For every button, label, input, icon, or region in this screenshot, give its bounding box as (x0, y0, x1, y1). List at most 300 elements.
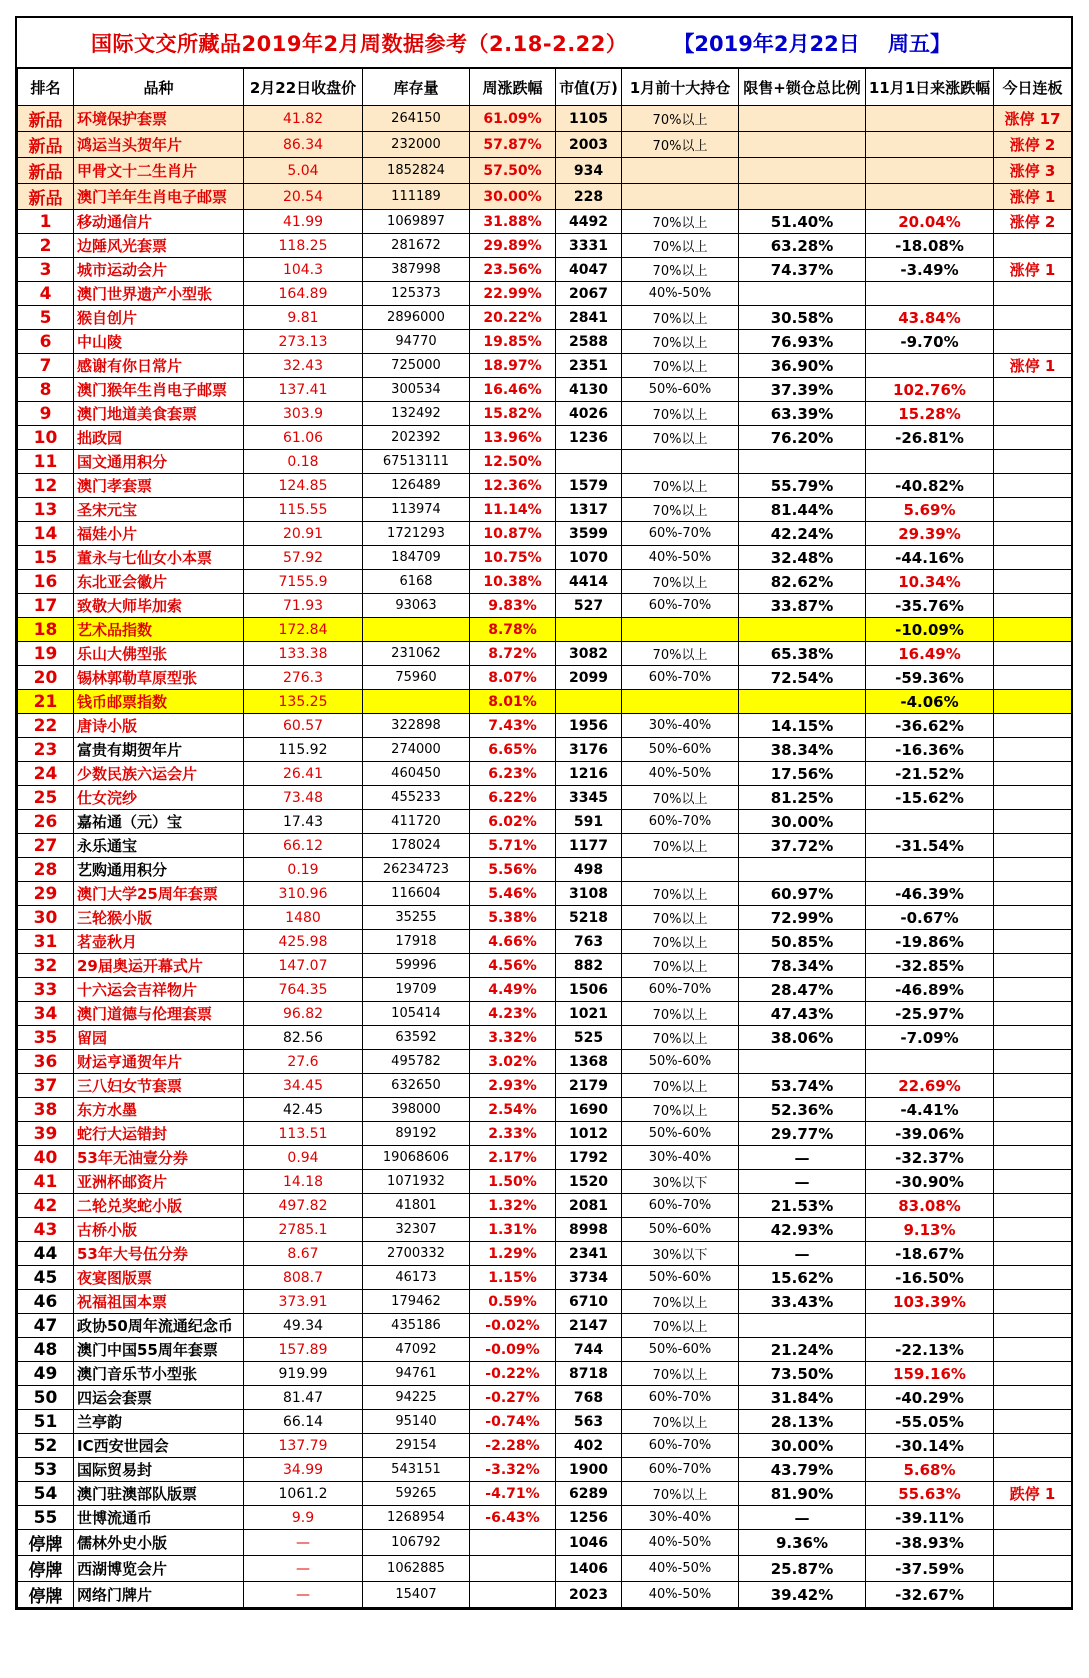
holdings-cell: 70%以上 (622, 1410, 739, 1434)
cap-cell: 2841 (556, 306, 622, 330)
name-cell: 留园 (74, 1026, 244, 1050)
rank-cell: 48 (18, 1338, 74, 1362)
locked-ratio-cell: 9.36% (739, 1530, 866, 1556)
since-nov-cell: -39.11% (866, 1506, 994, 1530)
holdings-cell (622, 690, 739, 714)
cap-cell: 1177 (556, 834, 622, 858)
rank-cell: 2 (18, 234, 74, 258)
change-cell: 5.46% (470, 882, 556, 906)
locked-ratio-cell: 29.77% (739, 1122, 866, 1146)
holdings-cell: 70%以上 (622, 882, 739, 906)
table-row (18, 106, 1072, 132)
locked-ratio-cell: 31.84% (739, 1386, 866, 1410)
streak-cell (994, 546, 1072, 570)
change-cell: 4.49% (470, 978, 556, 1002)
price-cell: 20.91 (244, 522, 363, 546)
since-nov-cell: -46.39% (866, 882, 994, 906)
change-cell: 6.23% (470, 762, 556, 786)
since-nov-cell: 103.39% (866, 1290, 994, 1314)
price-cell: 71.93 (244, 594, 363, 618)
since-nov-cell: 5.68% (866, 1458, 994, 1482)
holdings-cell: 70%以上 (622, 234, 739, 258)
locked-ratio-cell (739, 690, 866, 714)
stock-cell: 35255 (363, 906, 470, 930)
table-row (18, 282, 1072, 306)
rank-cell: 停牌 (18, 1556, 74, 1582)
streak-cell (994, 522, 1072, 546)
streak-cell (994, 1194, 1072, 1218)
price-cell: 61.06 (244, 426, 363, 450)
name-cell: 亚洲杯邮资片 (74, 1170, 244, 1194)
change-cell: 1.29% (470, 1242, 556, 1266)
rank-cell: 41 (18, 1170, 74, 1194)
holdings-cell: 60%-70% (622, 1434, 739, 1458)
holdings-cell: 70%以上 (622, 1290, 739, 1314)
holdings-cell: 60%-70% (622, 1458, 739, 1482)
stock-cell: 95140 (363, 1410, 470, 1434)
holdings-cell: 70%以上 (622, 1002, 739, 1026)
locked-ratio-cell: 15.62% (739, 1266, 866, 1290)
price-cell: 60.57 (244, 714, 363, 738)
cap-cell: 1956 (556, 714, 622, 738)
name-cell: 唐诗小版 (74, 714, 244, 738)
cap-cell: 5218 (556, 906, 622, 930)
header-streak: 今日连板 (994, 69, 1072, 106)
table-row (18, 378, 1072, 402)
name-cell: 东北亚会徽片 (74, 570, 244, 594)
name-cell: 猴自创片 (74, 306, 244, 330)
cap-cell: 2003 (556, 132, 622, 158)
table-row (18, 762, 1072, 786)
since-nov-cell: -4.06% (866, 690, 994, 714)
streak-cell (994, 1458, 1072, 1482)
change-cell: 6.22% (470, 786, 556, 810)
since-nov-cell (866, 282, 994, 306)
holdings-cell: 60%-70% (622, 666, 739, 690)
since-nov-cell: 43.84% (866, 306, 994, 330)
table-row (18, 570, 1072, 594)
name-cell: 国文通用积分 (74, 450, 244, 474)
locked-ratio-cell: 81.25% (739, 786, 866, 810)
locked-ratio-cell: 42.93% (739, 1218, 866, 1242)
name-cell: 艺购通用积分 (74, 858, 244, 882)
table-row (18, 426, 1072, 450)
price-cell: 303.9 (244, 402, 363, 426)
rank-cell: 新品 (18, 158, 74, 184)
change-cell: 3.32% (470, 1026, 556, 1050)
stock-cell: 17918 (363, 930, 470, 954)
holdings-cell: 70%以上 (622, 906, 739, 930)
report-title: 国际文交所藏品2019年2月周数据参考（2.18-2.22） (91, 31, 628, 56)
holdings-cell: 50%-60% (622, 1122, 739, 1146)
streak-cell (994, 1314, 1072, 1338)
locked-ratio-cell: — (739, 1146, 866, 1170)
change-cell: 10.75% (470, 546, 556, 570)
price-cell: 1480 (244, 906, 363, 930)
table-row (18, 906, 1072, 930)
price-cell: 49.34 (244, 1314, 363, 1338)
name-cell: 茗壶秋月 (74, 930, 244, 954)
price-cell: 497.82 (244, 1194, 363, 1218)
cap-cell: 1012 (556, 1122, 622, 1146)
name-cell: 鸿运当头贺年片 (74, 132, 244, 158)
cap-cell: 3599 (556, 522, 622, 546)
streak-cell (994, 594, 1072, 618)
change-cell: 2.17% (470, 1146, 556, 1170)
price-cell: 276.3 (244, 666, 363, 690)
streak-cell (994, 1556, 1072, 1582)
streak-cell (994, 762, 1072, 786)
since-nov-cell: -40.82% (866, 474, 994, 498)
change-cell: 8.72% (470, 642, 556, 666)
locked-ratio-cell: 42.24% (739, 522, 866, 546)
cap-cell: 763 (556, 930, 622, 954)
streak-cell (994, 642, 1072, 666)
stock-cell (363, 618, 470, 642)
streak-cell (994, 1098, 1072, 1122)
locked-ratio-cell: 72.54% (739, 666, 866, 690)
stock-cell: 179462 (363, 1290, 470, 1314)
stock-cell: 41801 (363, 1194, 470, 1218)
locked-ratio-cell: 78.34% (739, 954, 866, 978)
table-row (18, 1122, 1072, 1146)
holdings-cell: 70%以上 (622, 402, 739, 426)
holdings-cell: 70%以上 (622, 642, 739, 666)
holdings-cell: 40%-50% (622, 546, 739, 570)
name-cell: 边陲风光套票 (74, 234, 244, 258)
stock-cell: 398000 (363, 1098, 470, 1122)
price-cell: 808.7 (244, 1266, 363, 1290)
stock-cell: 435186 (363, 1314, 470, 1338)
since-nov-cell: -32.67% (866, 1582, 994, 1608)
holdings-cell: 70%以上 (622, 1026, 739, 1050)
streak-cell (994, 330, 1072, 354)
streak-cell (994, 378, 1072, 402)
change-cell: 5.56% (470, 858, 556, 882)
locked-ratio-cell: 81.90% (739, 1482, 866, 1506)
stock-cell: 322898 (363, 714, 470, 738)
holdings-cell: 30%-40% (622, 1146, 739, 1170)
rank-cell: 45 (18, 1266, 74, 1290)
locked-ratio-cell (739, 858, 866, 882)
since-nov-cell: 83.08% (866, 1194, 994, 1218)
streak-cell (994, 858, 1072, 882)
holdings-cell: 70%以上 (622, 1074, 739, 1098)
holdings-cell: 40%-50% (622, 1582, 739, 1608)
change-cell: 57.87% (470, 132, 556, 158)
name-cell: 永乐通宝 (74, 834, 244, 858)
cap-cell: 2099 (556, 666, 622, 690)
price-cell: 137.79 (244, 1434, 363, 1458)
name-cell: 移动通信片 (74, 210, 244, 234)
name-cell: 圣宋元宝 (74, 498, 244, 522)
stock-cell: 6168 (363, 570, 470, 594)
table-row (18, 1218, 1072, 1242)
table-row (18, 786, 1072, 810)
change-cell: -0.74% (470, 1410, 556, 1434)
header-price: 2月22日收盘价 (244, 69, 363, 106)
locked-ratio-cell: 33.43% (739, 1290, 866, 1314)
table-row (18, 666, 1072, 690)
table-row (18, 258, 1072, 282)
holdings-cell: 30%-40% (622, 1506, 739, 1530)
table-row (18, 1290, 1072, 1314)
locked-ratio-cell: 63.39% (739, 402, 866, 426)
cap-cell: 6710 (556, 1290, 622, 1314)
holdings-cell: 60%-70% (622, 1386, 739, 1410)
cap-cell: 1368 (556, 1050, 622, 1074)
price-cell: 9.9 (244, 1506, 363, 1530)
name-cell: 网络门牌片 (74, 1582, 244, 1608)
locked-ratio-cell: 37.39% (739, 378, 866, 402)
stock-cell: 46173 (363, 1266, 470, 1290)
table-row (18, 1002, 1072, 1026)
table-row (18, 1074, 1072, 1098)
cap-cell: 3734 (556, 1266, 622, 1290)
rank-cell: 7 (18, 354, 74, 378)
locked-ratio-cell: 82.62% (739, 570, 866, 594)
cap-cell: 1506 (556, 978, 622, 1002)
since-nov-cell: -9.70% (866, 330, 994, 354)
holdings-cell: 30%-40% (622, 714, 739, 738)
locked-ratio-cell: — (739, 1242, 866, 1266)
locked-ratio-cell: 36.90% (739, 354, 866, 378)
holdings-cell (622, 184, 739, 210)
streak-cell (994, 570, 1072, 594)
since-nov-cell (866, 184, 994, 210)
locked-ratio-cell: 21.53% (739, 1194, 866, 1218)
table-row (18, 1314, 1072, 1338)
locked-ratio-cell: 72.99% (739, 906, 866, 930)
table-row (18, 1026, 1072, 1050)
header-stock: 库存量 (363, 69, 470, 106)
streak-cell (994, 474, 1072, 498)
rank-cell: 27 (18, 834, 74, 858)
stock-cell: 94770 (363, 330, 470, 354)
rank-cell: 38 (18, 1098, 74, 1122)
price-cell: 104.3 (244, 258, 363, 282)
locked-ratio-cell (739, 450, 866, 474)
stock-cell: 59265 (363, 1482, 470, 1506)
holdings-cell: 60%-70% (622, 594, 739, 618)
streak-cell (994, 234, 1072, 258)
price-cell: 113.51 (244, 1122, 363, 1146)
change-cell: 31.88% (470, 210, 556, 234)
price-cell: 115.92 (244, 738, 363, 762)
holdings-cell (622, 450, 739, 474)
cap-cell: 882 (556, 954, 622, 978)
since-nov-cell (866, 858, 994, 882)
price-cell: 73.48 (244, 786, 363, 810)
stock-cell: 106792 (363, 1530, 470, 1556)
name-cell: 政协50周年流通纪念币 (74, 1314, 244, 1338)
name-cell: 澳门驻澳部队版票 (74, 1482, 244, 1506)
since-nov-cell: -46.89% (866, 978, 994, 1002)
streak-cell (994, 498, 1072, 522)
holdings-cell: 30%以下 (622, 1242, 739, 1266)
since-nov-cell: -32.37% (866, 1146, 994, 1170)
stock-cell: 543151 (363, 1458, 470, 1482)
holdings-cell: 70%以上 (622, 106, 739, 132)
holdings-cell (622, 618, 739, 642)
change-cell: -0.27% (470, 1386, 556, 1410)
change-cell: 1.31% (470, 1218, 556, 1242)
price-cell: — (244, 1556, 363, 1582)
since-nov-cell: -38.93% (866, 1530, 994, 1556)
table-row (18, 714, 1072, 738)
table-row (18, 1530, 1072, 1556)
since-nov-cell: -40.29% (866, 1386, 994, 1410)
stock-cell: 495782 (363, 1050, 470, 1074)
rank-cell: 18 (18, 618, 74, 642)
change-cell: 57.50% (470, 158, 556, 184)
rank-cell: 6 (18, 330, 74, 354)
stock-cell: 2700332 (363, 1242, 470, 1266)
name-cell: 澳门世界遗产小型张 (74, 282, 244, 306)
since-nov-cell: -21.52% (866, 762, 994, 786)
change-cell: 8.07% (470, 666, 556, 690)
change-cell: 7.43% (470, 714, 556, 738)
table-row (18, 834, 1072, 858)
streak-cell: 涨停 1 (994, 354, 1072, 378)
locked-ratio-cell: 28.47% (739, 978, 866, 1002)
cap-cell: 1046 (556, 1530, 622, 1556)
price-cell: 66.12 (244, 834, 363, 858)
holdings-cell: 70%以上 (622, 954, 739, 978)
streak-cell (994, 1002, 1072, 1026)
table-row (18, 594, 1072, 618)
holdings-cell: 70%以上 (622, 786, 739, 810)
stock-cell: 387998 (363, 258, 470, 282)
streak-cell (994, 978, 1072, 1002)
header-locked-ratio: 限售+锁仓总比例 (739, 69, 866, 106)
locked-ratio-cell: 32.48% (739, 546, 866, 570)
locked-ratio-cell: 39.42% (739, 1582, 866, 1608)
rank-cell: 37 (18, 1074, 74, 1098)
since-nov-cell: -3.49% (866, 258, 994, 282)
change-cell (470, 1530, 556, 1556)
holdings-cell: 50%-60% (622, 1266, 739, 1290)
price-cell: 41.99 (244, 210, 363, 234)
name-cell: 环境保护套票 (74, 106, 244, 132)
price-cell: 66.14 (244, 1410, 363, 1434)
table-row (18, 978, 1072, 1002)
price-cell: 86.34 (244, 132, 363, 158)
locked-ratio-cell: 30.00% (739, 810, 866, 834)
table-row (18, 1170, 1072, 1194)
cap-cell: 2351 (556, 354, 622, 378)
since-nov-cell (866, 354, 994, 378)
stock-cell: 105414 (363, 1002, 470, 1026)
since-nov-cell: -32.85% (866, 954, 994, 978)
since-nov-cell: -30.14% (866, 1434, 994, 1458)
report-date: 【2019年2月22日 周五】 (673, 31, 951, 56)
change-cell: -6.43% (470, 1506, 556, 1530)
change-cell: 22.99% (470, 282, 556, 306)
cap-cell (556, 690, 622, 714)
streak-cell (994, 1434, 1072, 1458)
locked-ratio-cell: 53.74% (739, 1074, 866, 1098)
change-cell: 6.02% (470, 810, 556, 834)
price-cell: 273.13 (244, 330, 363, 354)
change-cell: 15.82% (470, 402, 556, 426)
cap-cell: 2067 (556, 282, 622, 306)
stock-cell: 1852824 (363, 158, 470, 184)
table-row (18, 354, 1072, 378)
cap-cell: 4047 (556, 258, 622, 282)
name-cell: 53年大号伍分券 (74, 1242, 244, 1266)
price-cell: — (244, 1582, 363, 1608)
rank-cell: 43 (18, 1218, 74, 1242)
locked-ratio-cell: 74.37% (739, 258, 866, 282)
cap-cell: 934 (556, 158, 622, 184)
since-nov-cell (866, 810, 994, 834)
price-cell: 32.43 (244, 354, 363, 378)
cap-cell: 525 (556, 1026, 622, 1050)
change-cell: -0.02% (470, 1314, 556, 1338)
streak-cell (994, 738, 1072, 762)
price-cell: 135.25 (244, 690, 363, 714)
locked-ratio-cell: 50.85% (739, 930, 866, 954)
holdings-cell: 70%以上 (622, 1098, 739, 1122)
rank-cell: 16 (18, 570, 74, 594)
name-cell: 中山陵 (74, 330, 244, 354)
change-cell: -4.71% (470, 1482, 556, 1506)
stock-cell: 116604 (363, 882, 470, 906)
streak-cell (994, 1338, 1072, 1362)
rank-cell: 21 (18, 690, 74, 714)
price-cell: 8.67 (244, 1242, 363, 1266)
change-cell: 4.23% (470, 1002, 556, 1026)
streak-cell (994, 1386, 1072, 1410)
streak-cell (994, 1530, 1072, 1556)
rank-cell: 13 (18, 498, 74, 522)
holdings-cell: 70%以上 (622, 1482, 739, 1506)
stock-cell: 300534 (363, 378, 470, 402)
table-row (18, 810, 1072, 834)
cap-cell: 1256 (556, 1506, 622, 1530)
stock-cell: 75960 (363, 666, 470, 690)
cap-cell (556, 450, 622, 474)
table-row (18, 690, 1072, 714)
since-nov-cell: -31.54% (866, 834, 994, 858)
price-cell: 34.99 (244, 1458, 363, 1482)
locked-ratio-cell (739, 282, 866, 306)
price-cell: 147.07 (244, 954, 363, 978)
since-nov-cell: -7.09% (866, 1026, 994, 1050)
cap-cell: 3345 (556, 786, 622, 810)
rank-cell: 1 (18, 210, 74, 234)
rank-cell: 25 (18, 786, 74, 810)
streak-cell: 涨停 2 (994, 132, 1072, 158)
header-rank: 排名 (18, 69, 74, 106)
cap-cell: 1105 (556, 106, 622, 132)
locked-ratio-cell: 14.15% (739, 714, 866, 738)
table-row (18, 1362, 1072, 1386)
locked-ratio-cell (739, 132, 866, 158)
streak-cell (994, 714, 1072, 738)
since-nov-cell (866, 1050, 994, 1074)
rank-cell: 28 (18, 858, 74, 882)
since-nov-cell: 22.69% (866, 1074, 994, 1098)
price-cell: 373.91 (244, 1290, 363, 1314)
change-cell: 2.93% (470, 1074, 556, 1098)
price-cell: 9.81 (244, 306, 363, 330)
locked-ratio-cell (739, 158, 866, 184)
name-cell: IC西安世园会 (74, 1434, 244, 1458)
holdings-cell: 60%-70% (622, 522, 739, 546)
since-nov-cell: -16.50% (866, 1266, 994, 1290)
